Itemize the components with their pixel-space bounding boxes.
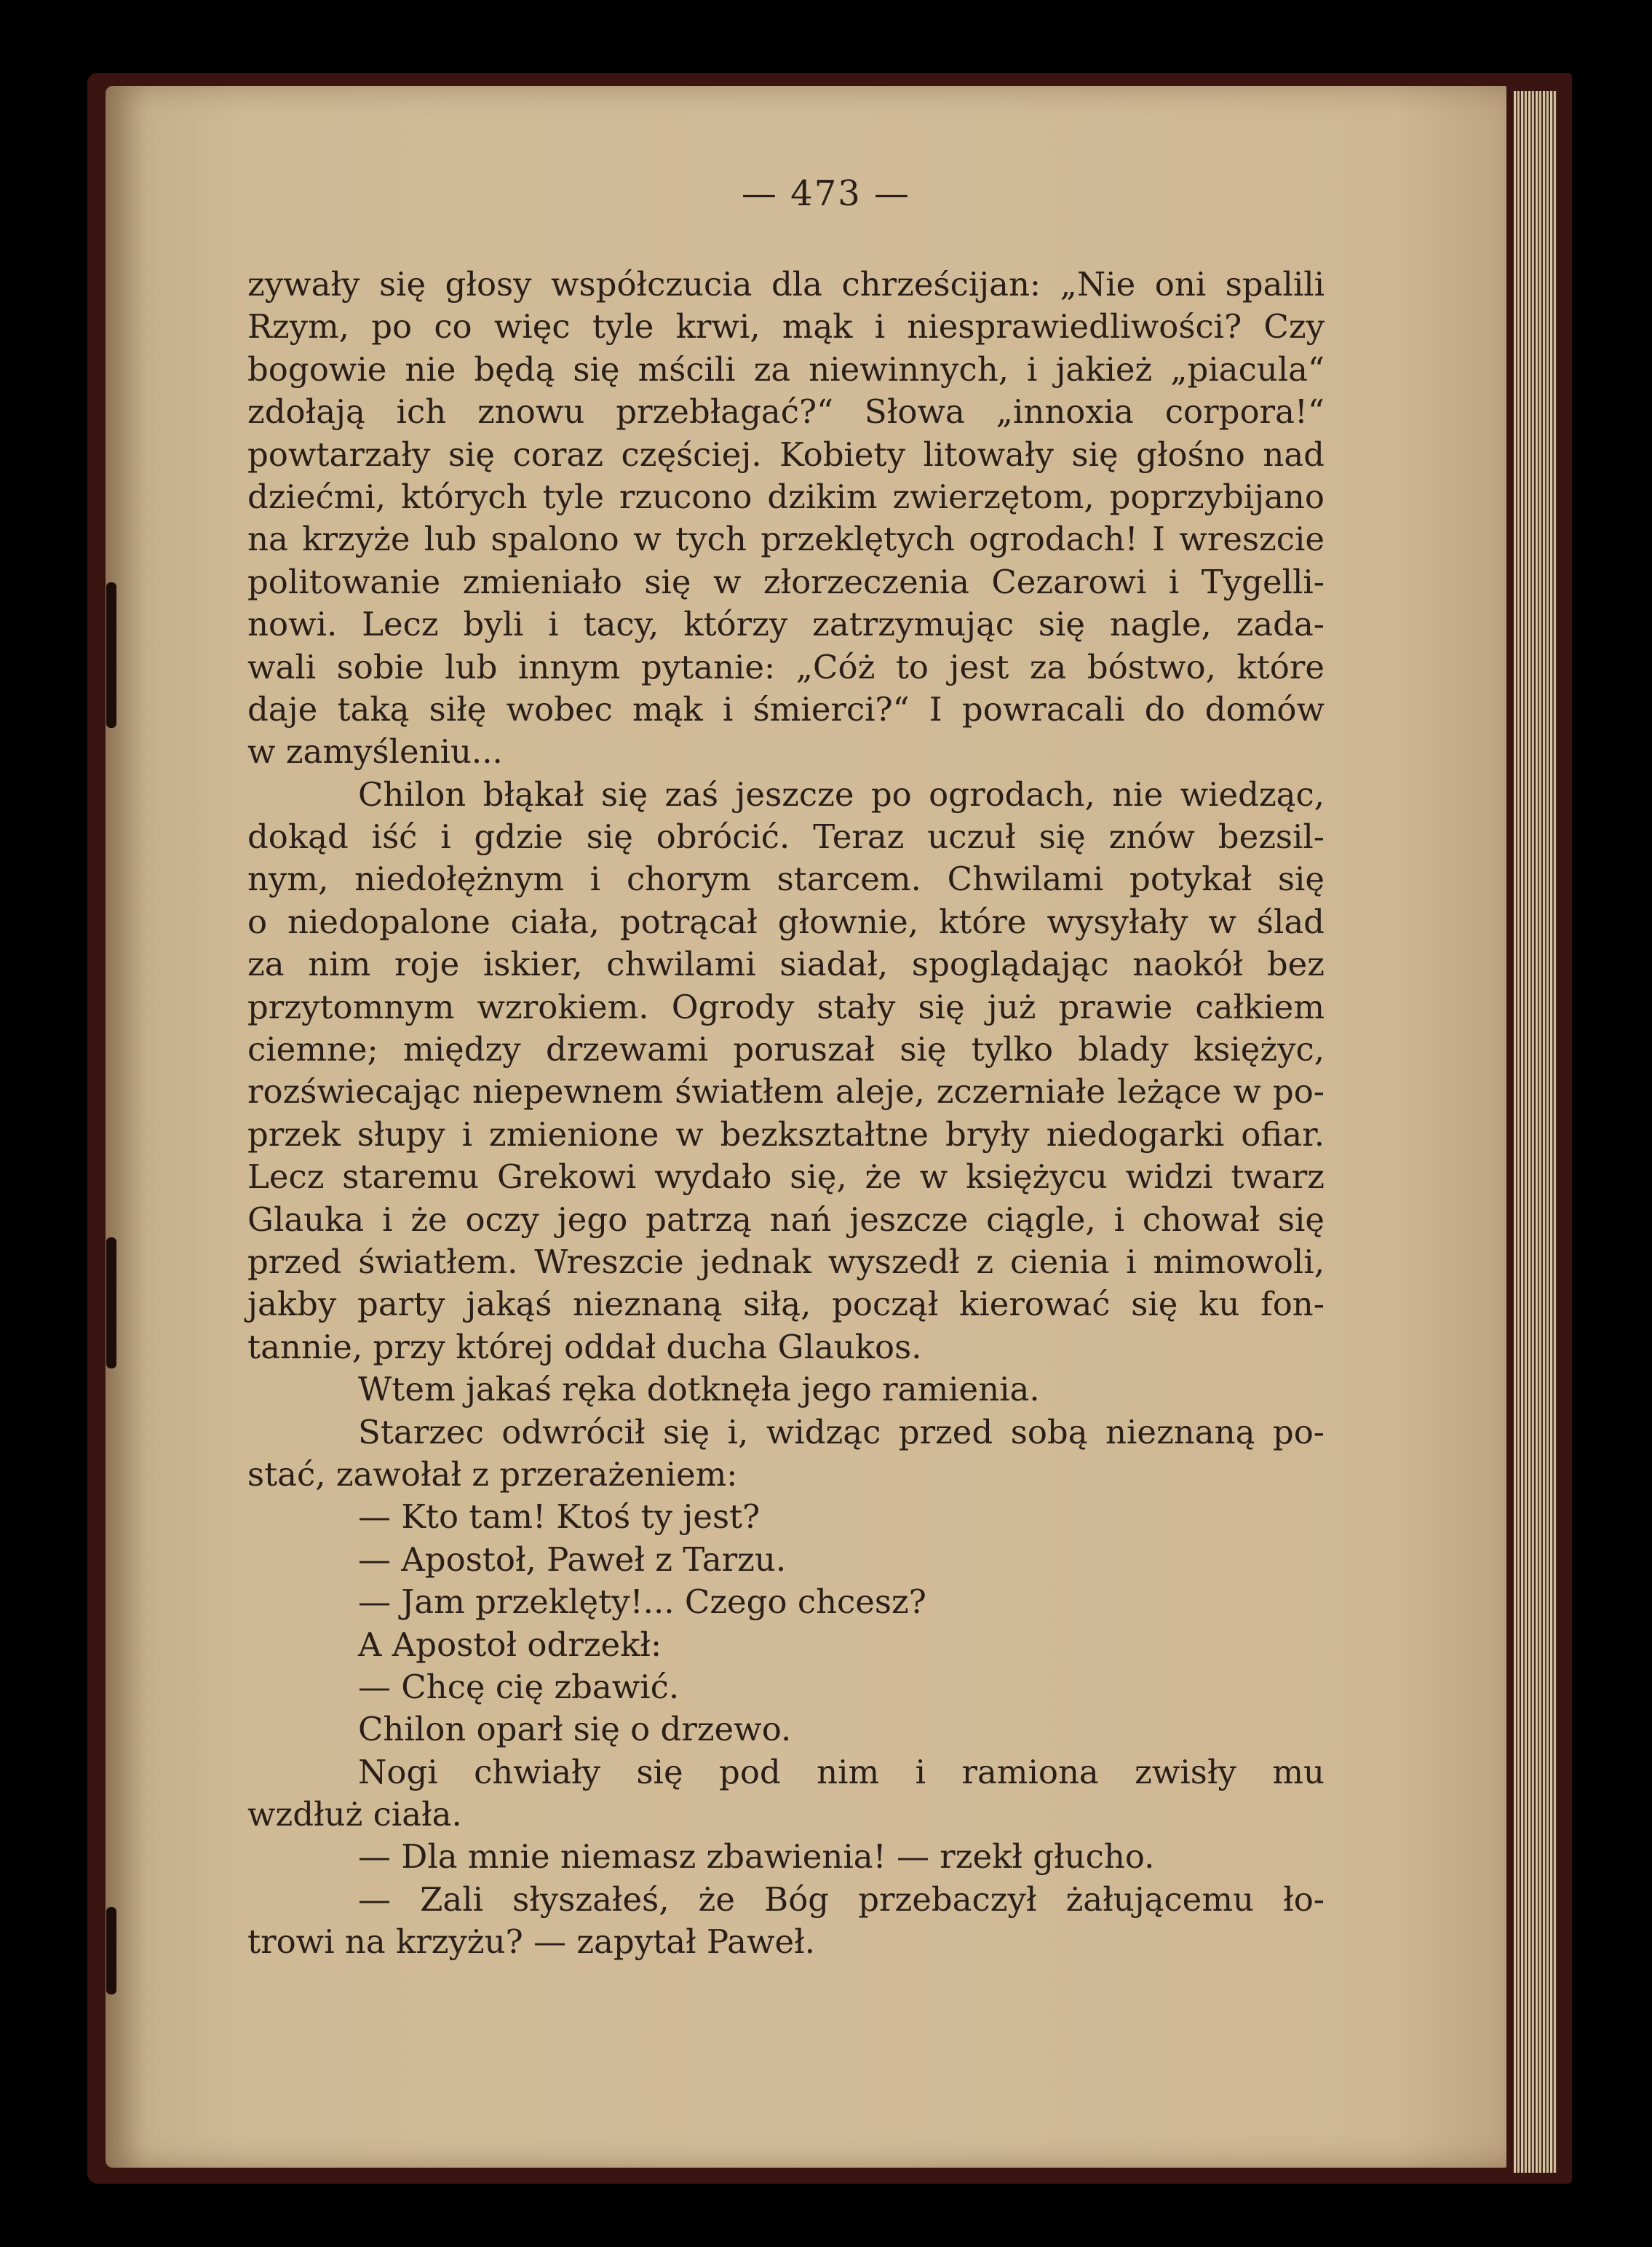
binding-thread — [106, 1907, 116, 1994]
dialogue-line: — Kto tam! Ktoś ty jest? — [358, 1497, 761, 1537]
text-line: daje taką siłę wobec mąk i śmierci?“ I powracali do domów — [247, 689, 1325, 729]
text-line: powtarzały się coraz częściej. Kobiety litowały się głośno nad — [247, 435, 1325, 474]
text-line: Chilon błąkał się zaś jeszcze po ogrodach, nie wiedząc, — [358, 774, 1325, 814]
dialogue-line: — Zali słyszałeś, że Bóg przebaczył żałującemu ło- — [358, 1879, 1325, 1919]
text-line: przytomnym wzrokiem. Ogrody stały się już prawie całkiem — [247, 987, 1325, 1026]
text-line: Chilon oparł się o drzewo. — [358, 1710, 792, 1749]
text-line: dokąd iść i gdzie się obrócić. Teraz uczuł się znów bezsil- — [247, 817, 1325, 857]
dialogue-line: — Apostoł, Paweł z Tarzu. — [358, 1539, 787, 1579]
text-line: rozświecając niepewnem światłem aleje, zczerniałe leżące w po- — [247, 1072, 1325, 1111]
text-line: na krzyże lub spalono w tych przeklętych ogrodach! I wreszcie — [247, 520, 1325, 559]
text-line: dziećmi, których tyle rzucono dzikim zwierzętom, poprzybijano — [247, 477, 1325, 516]
text-line: za nim roje iskier, chwilami siadał, spoglądając naokół bez — [247, 945, 1325, 984]
text-line: nym, niedołężnym i chorym starcem. Chwilami potykał się — [247, 860, 1325, 899]
text-line: zywały się głosy współczucia dla chrześcijan: „Nie oni spalili — [247, 265, 1325, 304]
body-text — [247, 263, 1325, 1964]
text-line: nowi. Lecz byli i tacy, którzy zatrzymując się nagle, zada- — [247, 605, 1325, 644]
text-line: bogowie nie będą się mścili za niewinnych, i jakież „piacula“ — [247, 349, 1325, 389]
text-line: trowi na krzyżu? — zapytał Paweł. — [247, 1922, 816, 1962]
text-line: Lecz staremu Grekowi wydało się, że w księżycu widzi twarz — [247, 1157, 1325, 1197]
text-line: zdołają ich znowu przebłagać?“ Słowa „innoxia corpora!“ — [247, 392, 1325, 432]
dialogue-line: — Chcę cię zbawić. — [358, 1667, 680, 1706]
text-line: Rzym, po co więc tyle krwi, mąk i niesprawiedliwości? Czy — [247, 307, 1325, 346]
text-line: w zamyśleniu... — [247, 732, 503, 772]
binding-thread — [106, 1237, 116, 1368]
text-line: stać, zawołał z przerażeniem: — [247, 1454, 738, 1494]
text-line: Glauka i że oczy jego patrzą nań jeszcze ciągle, i chował się — [247, 1200, 1325, 1239]
text-line: Wtem jakaś ręka dotknęła jego ramienia. — [358, 1370, 1040, 1409]
text-line: tannie, przy której oddał ducha Glaukos. — [247, 1327, 922, 1366]
text-line: A Apostoł odrzekł: — [358, 1625, 662, 1664]
text-line: Starzec odwrócił się i, widząc przed sobą nieznaną po- — [358, 1412, 1325, 1451]
text-line: wzdłuż ciała. — [247, 1795, 462, 1834]
page-edges — [1514, 91, 1557, 2173]
text-line: Nogi chwiały się pod nim i ramiona zwisły mu — [358, 1752, 1325, 1791]
text-line: o niedopalone ciała, potrącał głownie, które wysyłały w ślad — [247, 902, 1325, 941]
text-line: politowanie zmieniało się w złorzeczenia Cezarowi i Tygelli- — [247, 562, 1325, 601]
text-line: przed światłem. Wreszcie jednak wyszedł z cienia i mimowoli, — [247, 1242, 1325, 1281]
text-line: jakby party jakąś nieznaną siłą, począł kierować się ku fon- — [247, 1285, 1325, 1324]
text-line: ciemne; między drzewami poruszał się tylko blady księżyc, — [247, 1030, 1325, 1069]
text-line: wali sobie lub innym pytanie: „Cóż to jest za bóstwo, które — [247, 647, 1325, 686]
text-line: przek słupy i zmienione w bezkształtne bryły niedogarki ofiar. — [247, 1114, 1325, 1154]
binding-thread — [106, 582, 116, 728]
dialogue-line: — Jam przeklęty!... Czego chcesz? — [358, 1582, 926, 1622]
dialogue-line: — Dla mnie niemasz zbawienia! — rzekł głucho. — [358, 1837, 1155, 1877]
page-number: — 473 — — [741, 173, 911, 214]
